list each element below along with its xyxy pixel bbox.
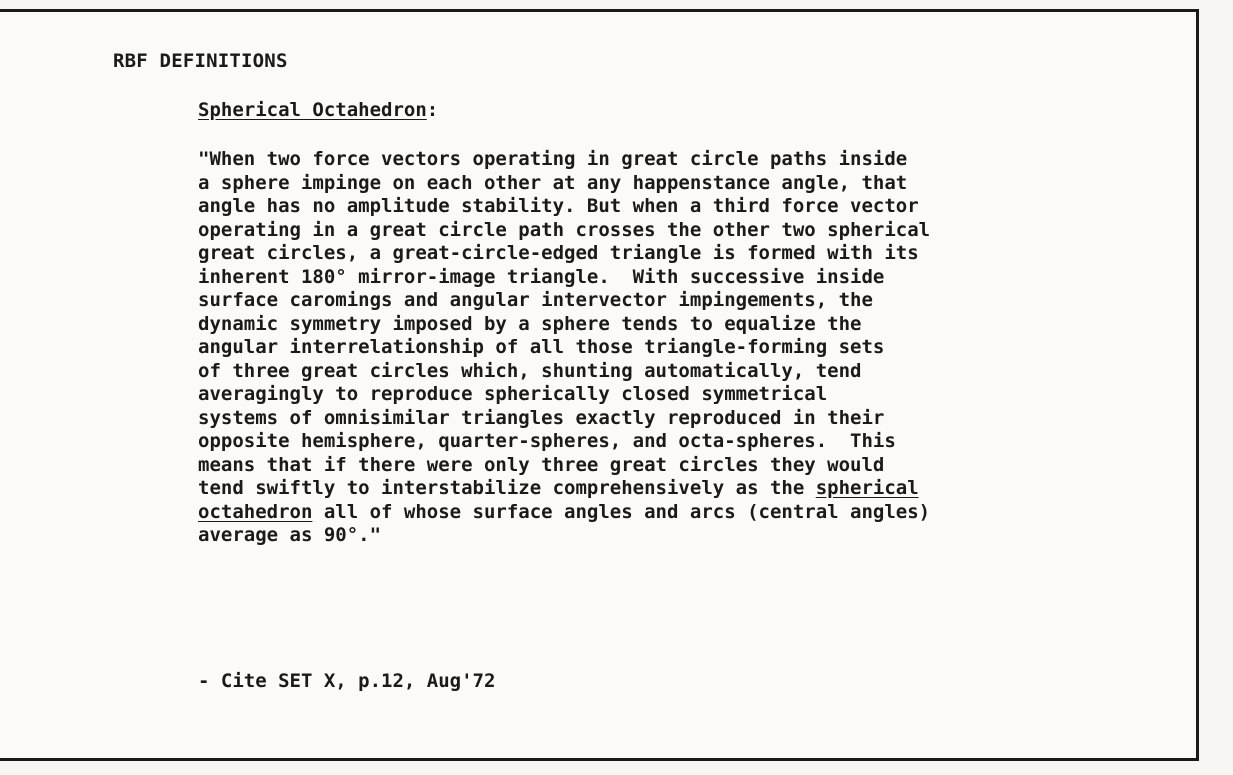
term-title-text: Spherical Octahedron	[198, 99, 427, 121]
quote-line: averagingly to reproduce spherically closed symmetrical	[198, 383, 828, 405]
quote-line: means that if there were only three great circles they would	[198, 453, 885, 476]
quote-line: surface caromings and angular intervector impingements, the	[198, 289, 873, 311]
quote-line: operating in a great circle path crosses the other two spherical	[198, 218, 931, 241]
quote-line: opposite hemisphere, quarter-spheres, and octa-spheres. This	[198, 430, 896, 452]
quote-line-text: tend swiftly to interstabilize comprehensively as the	[198, 477, 816, 499]
definition-quote	[198, 148, 1108, 548]
quote-line: inherent 180° mirror-image triangle. With successive inside	[198, 265, 885, 288]
underlined-term: spherical	[815, 477, 919, 499]
underlined-term: octahedron	[198, 500, 313, 523]
quote-line: great circles, a great-circle-edged triangle is formed with its	[198, 242, 919, 264]
quote-line: of three great circles which, shunting automatically, tend	[198, 359, 862, 382]
citation: - Cite SET X, p.12, Aug'72	[198, 670, 496, 692]
quote-line-text: all of whose surface angles and arcs (central angles)	[312, 500, 931, 523]
term-title-colon: :	[426, 99, 439, 121]
quote-line	[198, 477, 1108, 501]
quote-line: angular interrelationship of all those triangle-forming sets	[198, 336, 885, 358]
quote-line	[198, 501, 1108, 525]
term-title	[198, 99, 438, 121]
quote-line: "When two force vectors operating in great circle paths inside	[198, 148, 908, 170]
quote-line: angle has no amplitude stability. But when a third force vector	[198, 195, 919, 217]
page-bottom-margin	[0, 761, 1233, 775]
quote-line: average as 90°."	[198, 524, 382, 546]
page-heading: RBF DEFINITIONS	[113, 50, 288, 72]
quote-line: dynamic symmetry imposed by a sphere tends to equalize the	[198, 312, 862, 335]
quote-line: a sphere impinge on each other at any happenstance angle, that	[198, 171, 908, 194]
quote-line: systems of omnisimilar triangles exactly reproduced in their	[198, 406, 885, 429]
